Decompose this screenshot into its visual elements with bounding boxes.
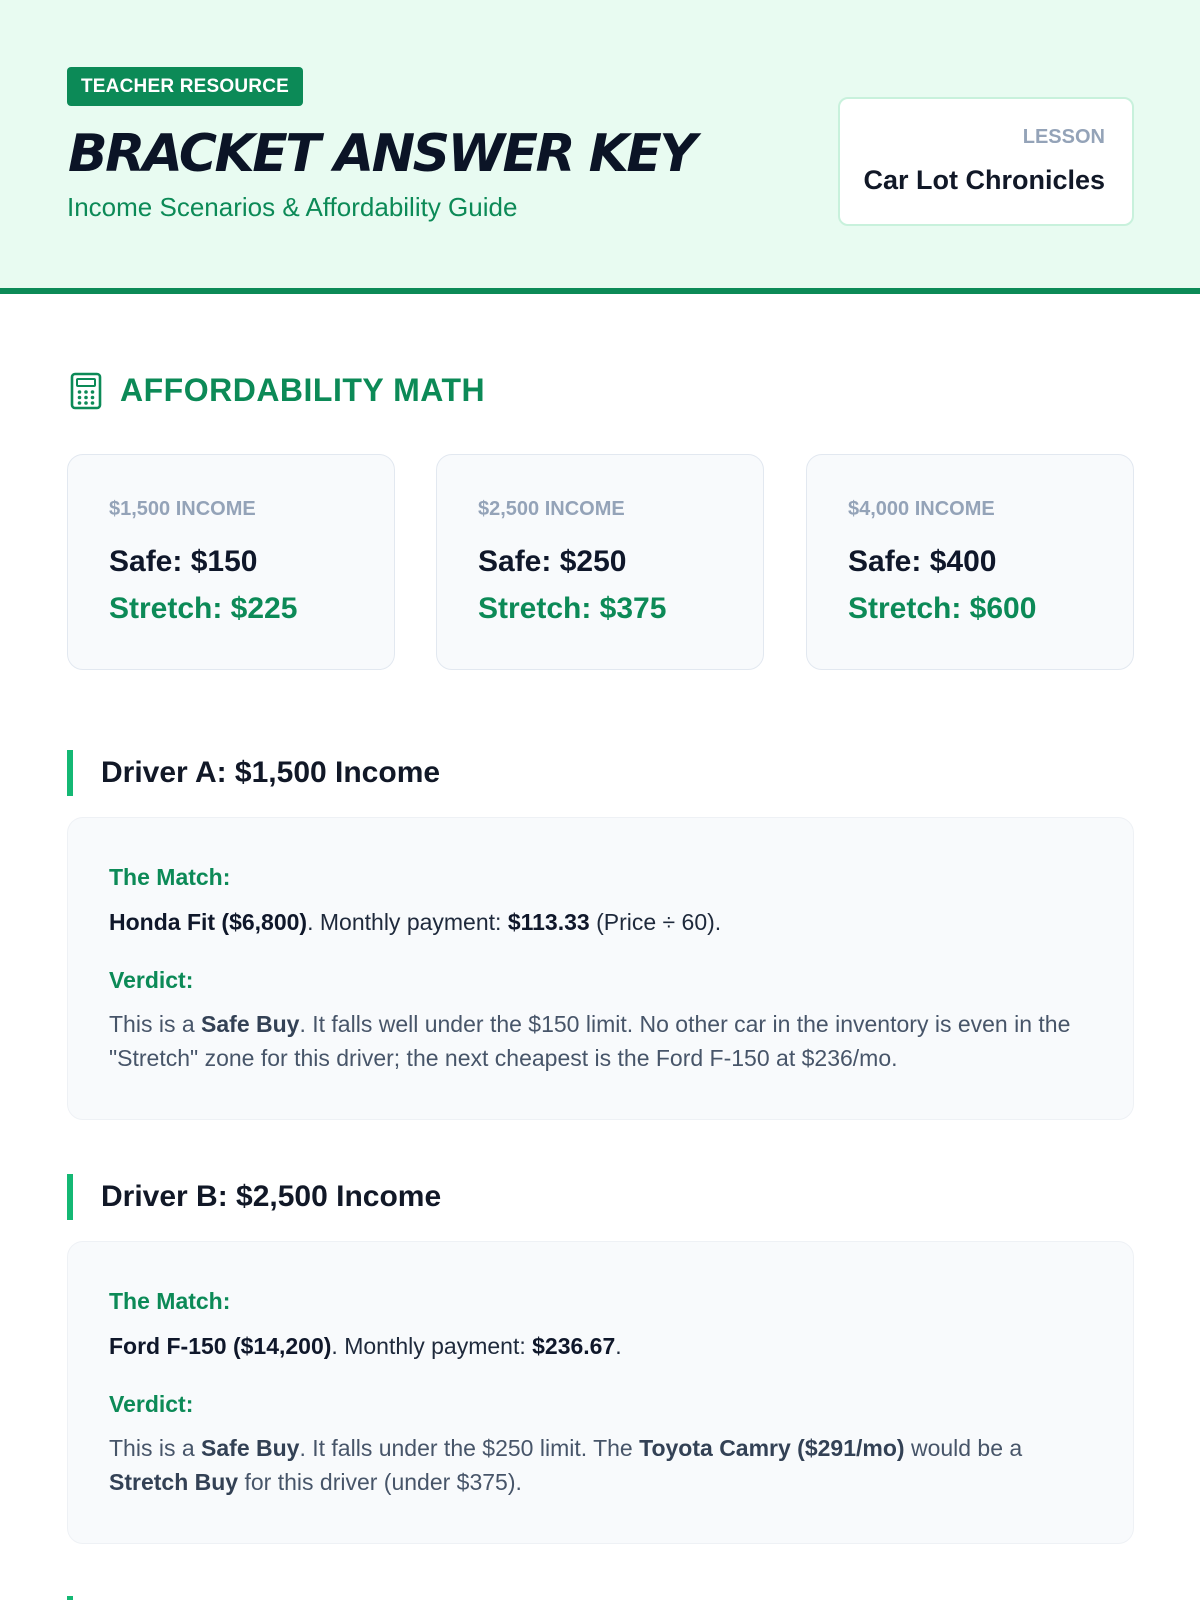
calculator-icon xyxy=(70,372,102,410)
monthly-payment: $236.67 xyxy=(532,1333,616,1359)
verdict-text: This is a Safe Buy. It falls well under the $150 limit. No other car in the inventory is even in the "Stretch" zone for this driver; the next cheapest is the Ford F-150 at $236/mo. xyxy=(109,1011,1071,1071)
driver-a-card xyxy=(67,817,1134,1120)
lesson-name: Car Lot Chronicles xyxy=(863,165,1105,195)
income-card-label: $2,500 INCOME xyxy=(478,498,625,520)
monthly-payment: $113.33 xyxy=(507,909,590,935)
accent-bar xyxy=(67,1174,73,1220)
driver-b-title: Driver B: $2,500 Income xyxy=(101,1180,442,1213)
accent-bar xyxy=(67,1596,73,1600)
income-card-label: $4,000 INCOME xyxy=(848,498,995,520)
income-card-safe: Safe: $150 xyxy=(109,545,258,578)
income-card xyxy=(436,454,764,670)
page-title: BRACKET ANSWER KEY xyxy=(68,124,695,184)
driver-a-title: Driver A: $1,500 Income xyxy=(101,756,441,789)
match-label: The Match: xyxy=(109,1288,231,1314)
income-card-stretch: Stretch: $375 xyxy=(478,592,667,625)
match-text: Ford F-150 ($14,200). Monthly payment: $236.67. xyxy=(109,1333,622,1359)
income-card xyxy=(806,454,1134,670)
income-card-stretch: Stretch: $225 xyxy=(109,592,298,625)
income-card-safe: Safe: $250 xyxy=(478,545,627,578)
driver-b-card xyxy=(67,1241,1134,1544)
affordability-title: AFFORDABILITY MATH xyxy=(120,372,486,408)
match-label: The Match: xyxy=(109,864,231,890)
page-subtitle: Income Scenarios & Affordability Guide xyxy=(67,192,518,222)
verdict-label: Verdict: xyxy=(109,967,194,993)
income-card-safe: Safe: $400 xyxy=(848,545,997,578)
lesson-box xyxy=(838,97,1134,226)
match-text: Honda Fit ($6,800). Monthly payment: $113.33 (Price ÷ 60). xyxy=(109,909,722,935)
income-card xyxy=(67,454,395,670)
verdict-label: Verdict: xyxy=(109,1391,194,1417)
accent-bar xyxy=(67,750,73,796)
match-car: Ford F-150 ($14,200) xyxy=(109,1333,332,1359)
page-header xyxy=(0,0,1200,294)
income-card-label: $1,500 INCOME xyxy=(109,498,256,520)
income-card-stretch: Stretch: $600 xyxy=(848,592,1037,625)
lesson-label: LESSON xyxy=(1022,126,1105,148)
teacher-resource-badge: TEACHER RESOURCE xyxy=(67,67,303,106)
match-car: Honda Fit ($6,800) xyxy=(109,909,308,935)
verdict-text: This is a Safe Buy. It falls under the $250 limit. The Toyota Camry ($291/mo) would be a Stretch Buy for this driver (under $375). xyxy=(109,1435,1023,1495)
